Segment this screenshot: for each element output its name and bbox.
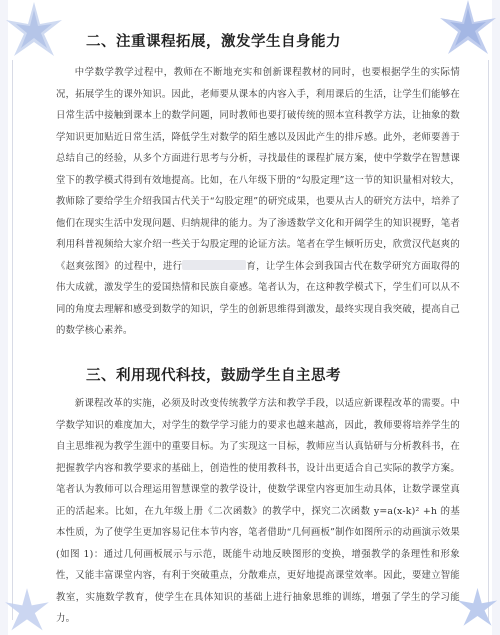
corner-star-decoration	[436, 0, 500, 60]
section-heading: 三、利用现代科技，鼓励学生自主思考	[86, 368, 341, 384]
corner-star-decoration	[2, 585, 52, 635]
page-border-left	[12, 60, 13, 620]
page-border-right	[488, 60, 489, 620]
section-heading: 二、注重课程拓展，激发学生自身能力	[86, 34, 341, 50]
body-paragraph: 新课程改革的实施，必须及时改变传统教学方法和教学手段，以适应新课程改革的需要。中学数学知识的难度加大，对学生的数学学习能力的要求也越来越高，因此，教师要将培养学生的自主思维视为教学生涯中的重要目标。为了实现这一目标，教师应当认真钻研与分析教科书，在把握教学内容和教学要求的基础上，创造性的使用教科书，设计出更适合自己实际的教学方案。笔者认为教师可以合理运用智慧课堂的教学设计，使数学课堂内容更加生动具体，让数学课堂真正的活起来。比如，在九年级上册《二次函数》的教学中，探究二次函数 y=a(x-k)² +h 的基本性质，为了使学生更加容易记住本节内容，笔者借助“几何画板”制作如图所示的动画演示效果(如图 1)：通过几何画板展示与示范，既能牛动地反映图形的变换，增强教学的条理性和形象性，又能丰富课堂内容，有利于突破重点，分散难点，更好地提高课堂效率。因此，要建立智能教室，实施数学教育，使学生在具体知识的基础上进行抽象思维的训练，增强了学生的学习能力。	[56, 398, 460, 624]
blurred-redaction	[182, 260, 246, 270]
paragraph-text: 中学数学教学过程中，教师在不断地充实和创新课程教材的同时，也要根据学生的实际情况，拓展学生的课外知识。因此，老师要从课本的内容入手，利用课后的生活，让学生们能够在日常生活中接触到课本上的数学问题，同时教师也要打破传统的照本宣科教学方法，让抽象的数学知识更加贴近日常生活，降低学生对数学的陌生感以及因此产生的排斥感。此外，老师要善于总结自己的经验，从多个方面进行思考与分析，寻找最佳的课程扩展方案，使中学数学在智慧课堂下的教学模式得到有效地提高。比如，在八年级下册的“勾股定理”这一节的知识量相对较大，教师除了要给学生介绍我国古代关于“勾股定理”的研究成果，也要从古人的研究方法中，培养了他们在现实生活中发现问题、归纳规律的能力。为了渗透数学文化和开阔学生的知识视野，笔者利用科普视频给大家介绍一些关于勾股定理的论证方法。笔者在学生倾听历史，欣赏汉代赵爽的《赵爽弦图》的过程中，进行	[56, 67, 460, 272]
corner-star-decoration	[2, 0, 66, 62]
body-paragraph	[56, 62, 460, 342]
corner-star-decoration	[455, 585, 500, 630]
paragraph-text: 育，让学生体会到我国古代在数学研究方面取得的伟大成就，激发学生的爱国热情和民族自豪感。笔者认为，在这种教学模式下，学生们可以从不同的角度去理解和感受到数学的知识，学生的创新思维得到激发，最终实现自我突破，提高自己的数学核心素养。	[56, 260, 460, 336]
